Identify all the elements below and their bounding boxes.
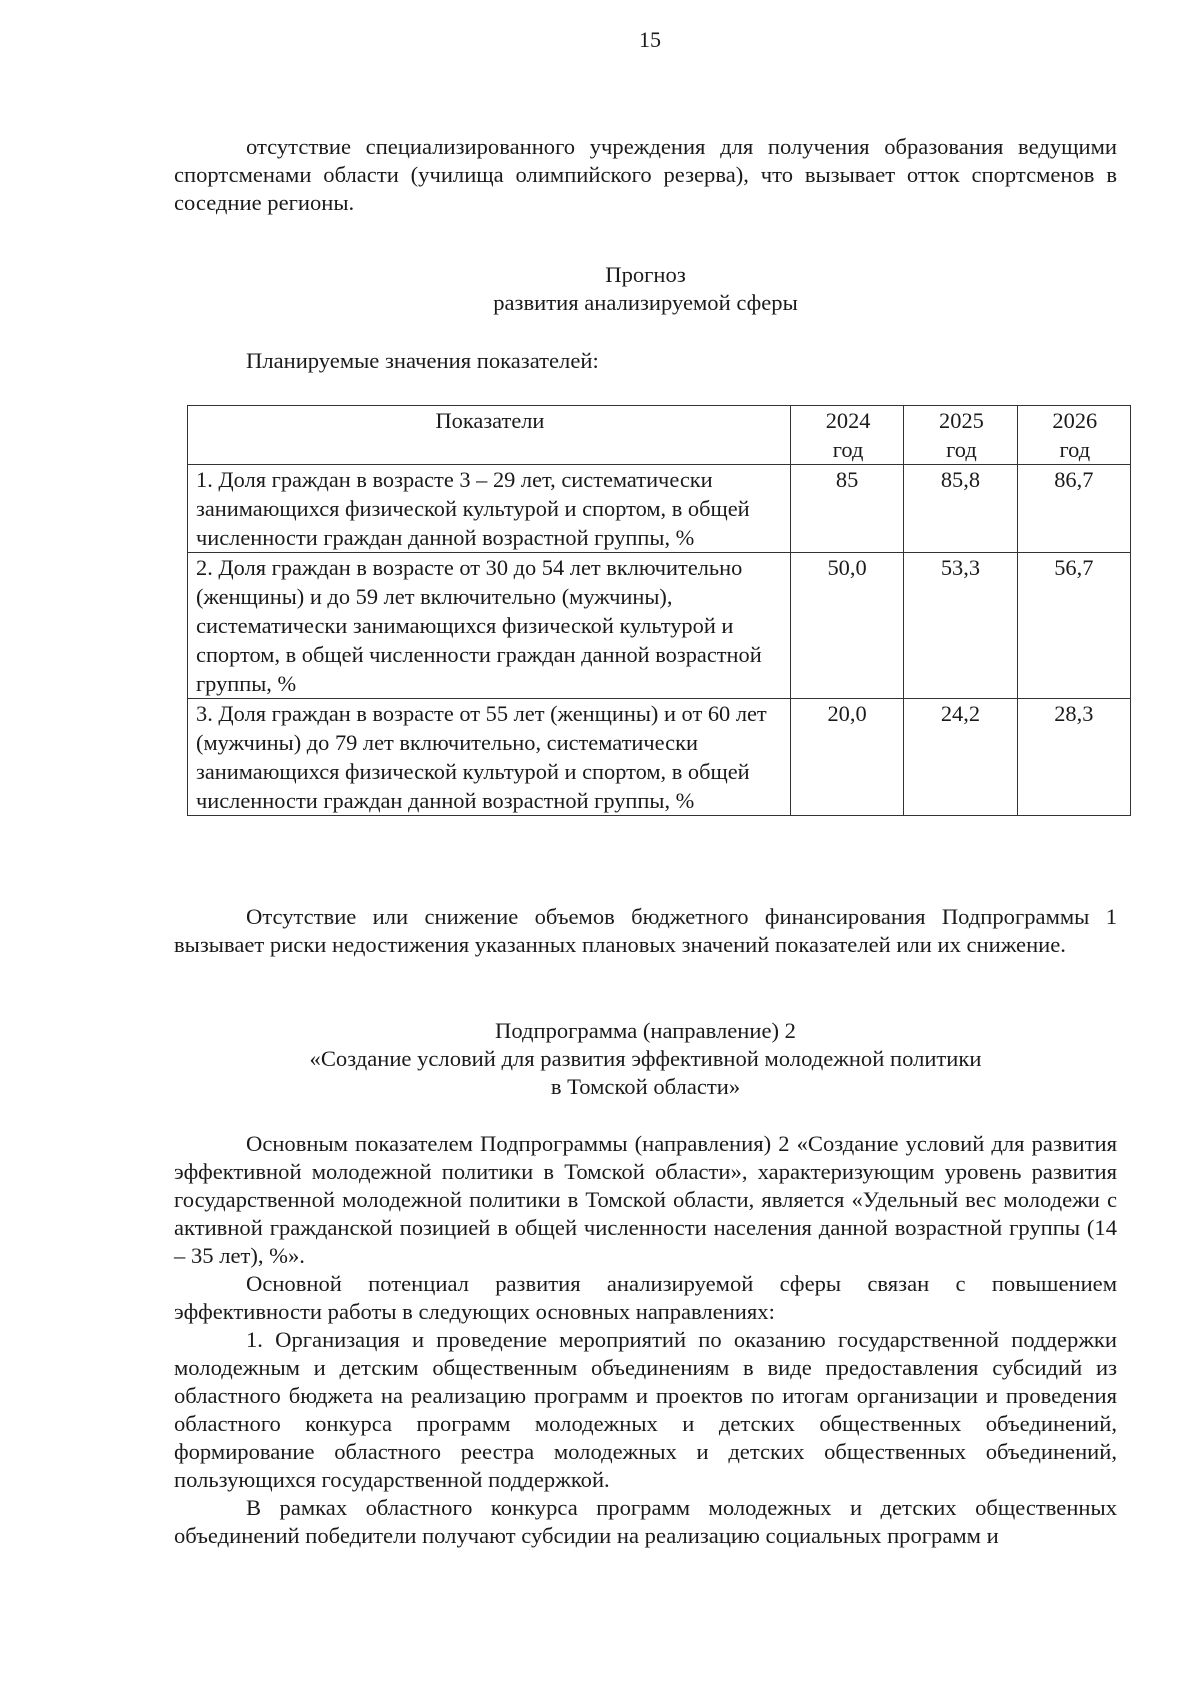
header-indicators: Показатели (188, 406, 791, 465)
body-paragraph-main-indicator: Основным показателем Подпрограммы (направления) 2 «Создание условий для развития эффективной молодежной политики в Томской области», характеризующим уровень развития государственной молодежной политики в Томской области, является «Удельный вес молодежи с активной гражданской позицией в общей численности населения данной возрастной группы (14 – 35 лет), %». (174, 1131, 1117, 1268)
table-row (188, 465, 1131, 553)
indicator-name: 2. Доля граждан в возрасте от 30 до 54 лет включительно (женщины) и до 59 лет включительно (мужчины), систематически занимающихся физической культурой и спортом, в общей численности граждан данной возрастной группы, % (188, 553, 791, 699)
indicators-table (187, 405, 1131, 816)
subprogram-title-line-2: «Создание условий для развития эффективной молодежной политики (309, 1046, 982, 1071)
indicator-name: 3. Доля граждан в возрасте от 55 лет (женщины) и от 60 лет (мужчины) до 79 лет включительно, систематически занимающихся физической культурой и спортом, в общей численности граждан данной возрастной группы, % (188, 699, 791, 816)
header-year-unit: год (832, 437, 864, 462)
header-year-2026 (1017, 406, 1130, 465)
header-year-2025 (904, 406, 1017, 465)
header-year-value: 2024 (825, 408, 871, 433)
subprogram-title-line-1: Подпрограмма (направление) 2 (495, 1018, 796, 1043)
body-paragraph-potential: Основной потенциал развития анализируемой сферы связан с повышением эффективности работы в следующих основных направлениях: (174, 1271, 1117, 1324)
indicator-name: 1. Доля граждан в возрасте 3 – 29 лет, систематически занимающихся физической культурой и спортом, в общей численности граждан данной возрастной группы, % (188, 465, 791, 553)
indicator-value-2025: 24,2 (904, 699, 1017, 816)
intro-paragraph-block (174, 133, 1117, 217)
header-year-value: 2026 (1052, 408, 1098, 433)
forecast-title-line-2: развития анализируемой сферы (493, 290, 798, 315)
subprogram-title-line-3: в Томской области» (550, 1074, 741, 1099)
indicator-value-2024: 50,0 (790, 553, 903, 699)
body-text (174, 1130, 1117, 1550)
indicator-value-2026: 56,7 (1017, 553, 1130, 699)
indicator-value-2024: 85 (790, 465, 903, 553)
forecast-title (174, 261, 1117, 317)
indicator-value-2025: 85,8 (904, 465, 1017, 553)
indicator-value-2026: 28,3 (1017, 699, 1130, 816)
indicator-value-2024: 20,0 (790, 699, 903, 816)
header-year-value: 2025 (939, 408, 984, 433)
risk-paragraph: Отсутствие или снижение объемов бюджетного финансирования Подпрограммы 1 вызывает риски недостижения указанных плановых значений показателей или их снижение. (174, 904, 1117, 957)
table-row (188, 553, 1131, 699)
forecast-title-line-1: Прогноз (605, 262, 686, 287)
header-year-unit: год (1059, 437, 1091, 462)
body-paragraph-direction-1: 1. Организация и проведение мероприятий по оказанию государственной поддержки молодежным и детским общественным объединениям в виде предоставления субсидий из областного бюджета на реализацию программ и проектов по итогам организации и проведения областного конкурса программ молодежных и детских общественных объединений, формирование областного реестра молодежных и детских общественных объединений, пользующихся государственной поддержкой. (174, 1327, 1117, 1492)
subprogram-title (174, 1017, 1117, 1101)
indicator-value-2026: 86,7 (1017, 465, 1130, 553)
header-year-2024 (790, 406, 903, 465)
body-paragraph-contest: В рамках областного конкурса программ молодежных и детских общественных объединений победители получают субсидии на реализацию социальных программ и (174, 1495, 1117, 1548)
page-number: 15 (639, 27, 661, 52)
indicator-value-2025: 53,3 (904, 553, 1017, 699)
table-row (188, 699, 1131, 816)
risk-paragraph-block (174, 903, 1117, 959)
header-year-unit: год (946, 437, 977, 462)
planned-values-label: Планируемые значения показателей: (246, 348, 599, 373)
intro-paragraph: отсутствие специализированного учреждения для получения образования ведущими спортсменами области (училища олимпийского резерва), что вызывает отток спортсменов в соседние регионы. (174, 134, 1117, 215)
table-header-row (188, 406, 1131, 465)
